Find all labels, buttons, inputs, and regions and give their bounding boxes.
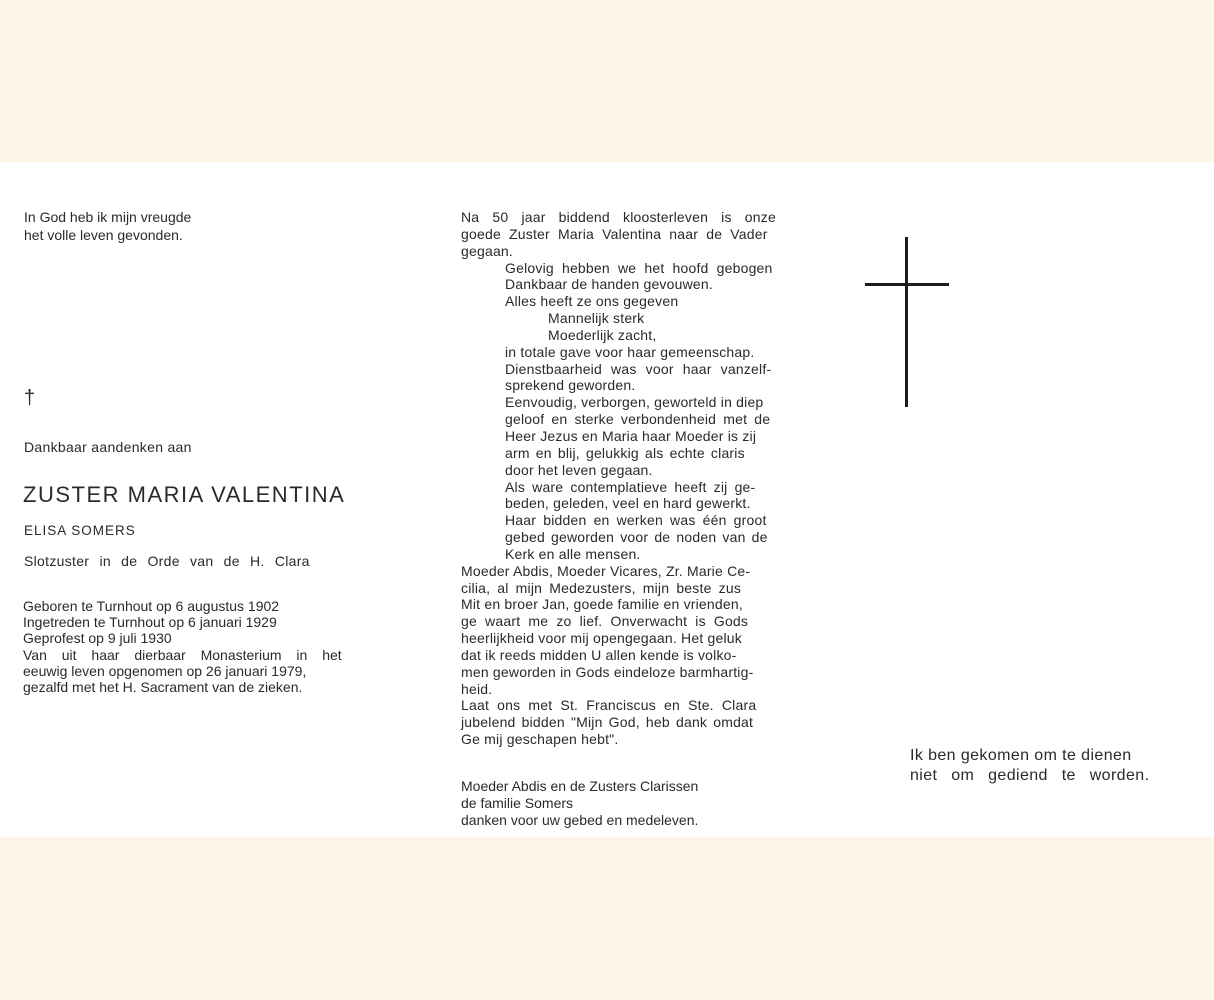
bio-line: Van uit haar dierbaar Monasterium in het (23, 646, 342, 663)
poem-line: Dankbaar de handen gevouwen. (505, 276, 713, 293)
intro-line: Na 50 jaar biddend kloosterleven is onze (461, 209, 776, 225)
deceased-name: ZUSTER MARIA VALENTINA (23, 482, 346, 507)
poem-line: geloof en sterke verbondenheid met de (505, 411, 771, 428)
poem-line: Haar bidden en werken was één groot (505, 512, 767, 529)
closing-line: Moeder Abdis en de Zusters Clarissen (461, 778, 699, 794)
poem-line: arm en blij, gelukkig als echte claris (505, 444, 745, 461)
intro-line: gegaan. (461, 242, 514, 259)
poem-line: Heer Jezus en Maria haar Moeder is zij (505, 427, 757, 444)
bio-line: gezalfd met het H. Sacrament van de zieken. (23, 679, 303, 696)
closing-quote (910, 746, 1176, 785)
poem-line: Mannelijk sterk (548, 310, 645, 327)
bio-line: Geboren te Turnhout op 6 augustus 1902 (23, 598, 280, 614)
farewell-line: ge waart me zo lief. Onverwacht is Gods (461, 613, 749, 630)
poem-line: door het leven gegaan. (505, 461, 653, 478)
farewell-line: Mit en broer Jan, goede familie en vrienden, (461, 596, 743, 613)
bio-line: eeuwig leven opgenomen op 26 januari 1979, (23, 662, 307, 679)
intro-line: goede Zuster Maria Valentina naar de Vader (461, 225, 768, 242)
poem-line: Eenvoudig, verborgen, geworteld in diep (505, 394, 764, 411)
poem-line: sprekend geworden. (505, 377, 636, 394)
poem-line: beden, geleden, veel en hard gewerkt. (505, 495, 751, 512)
cross-icon-bar (865, 283, 949, 286)
closing-signature (461, 778, 761, 828)
opening-quote (24, 209, 229, 244)
poem-line: Alles heeft ze ons gegeven (505, 293, 679, 310)
farewell-line: dat ik reeds midden U allen kende is volko- (461, 646, 737, 663)
poem-line: Dienstbaarheid was voor haar vanzelf- (505, 360, 772, 377)
biography (23, 598, 363, 695)
memorial-text (461, 209, 803, 748)
farewell-line: heerlijkheid voor mij opengegaan. Het geluk (461, 630, 742, 647)
dedication-text: Dankbaar aandenken aan (24, 439, 192, 455)
memorial-card (0, 162, 1214, 837)
poem-line: Moederlijk zacht, (548, 326, 657, 343)
poem-line: Gelovig hebben we het hoofd gebogen (505, 259, 773, 276)
poem-line: Kerk en alle mensen. (505, 545, 641, 562)
farewell-line: heid. (461, 680, 493, 697)
poem-line: in totale gave voor haar gemeenschap. (505, 343, 755, 360)
bio-line: Geprofest op 9 juli 1930 (23, 630, 172, 647)
opening-quote-line-1: In God heb ik mijn vreugde (24, 209, 192, 225)
farewell-line: Moeder Abdis, Moeder Vicares, Zr. Marie Ce- (461, 562, 751, 579)
farewell-line: cilia, al mijn Medezusters, mijn beste zus (461, 579, 742, 596)
farewell-line: jubelend bidden "Mijn God, heb dank omdat (461, 714, 754, 731)
civil-name: ELISA SOMERS (24, 523, 136, 538)
closing-quote-line-1: Ik ben gekomen om te dienen (910, 747, 1132, 764)
closing-line: danken voor uw gebed en medeleven. (461, 811, 699, 828)
farewell-line: men geworden in Gods eindeloze barmhartig- (461, 663, 754, 680)
order-affiliation: Slotzuster in de Orde van de H. Clara (24, 553, 310, 569)
dagger-icon: † (24, 387, 36, 409)
closing-line: de familie Somers (461, 794, 574, 811)
bio-line: Ingetreden te Turnhout op 6 januari 1929 (23, 614, 277, 631)
cross-icon (905, 237, 908, 407)
poem-line: gebed geworden voor de noden van de (505, 529, 768, 546)
closing-quote-line-2: niet om gediend te worden. (910, 766, 1150, 784)
farewell-line: Laat ons met St. Franciscus en Ste. Clara (461, 697, 757, 714)
opening-quote-line-2: het volle leven gevonden. (24, 226, 183, 243)
poem-line: Als ware contemplatieve heeft zij ge- (505, 478, 756, 495)
farewell-line: Ge mij geschapen hebt". (461, 731, 619, 748)
